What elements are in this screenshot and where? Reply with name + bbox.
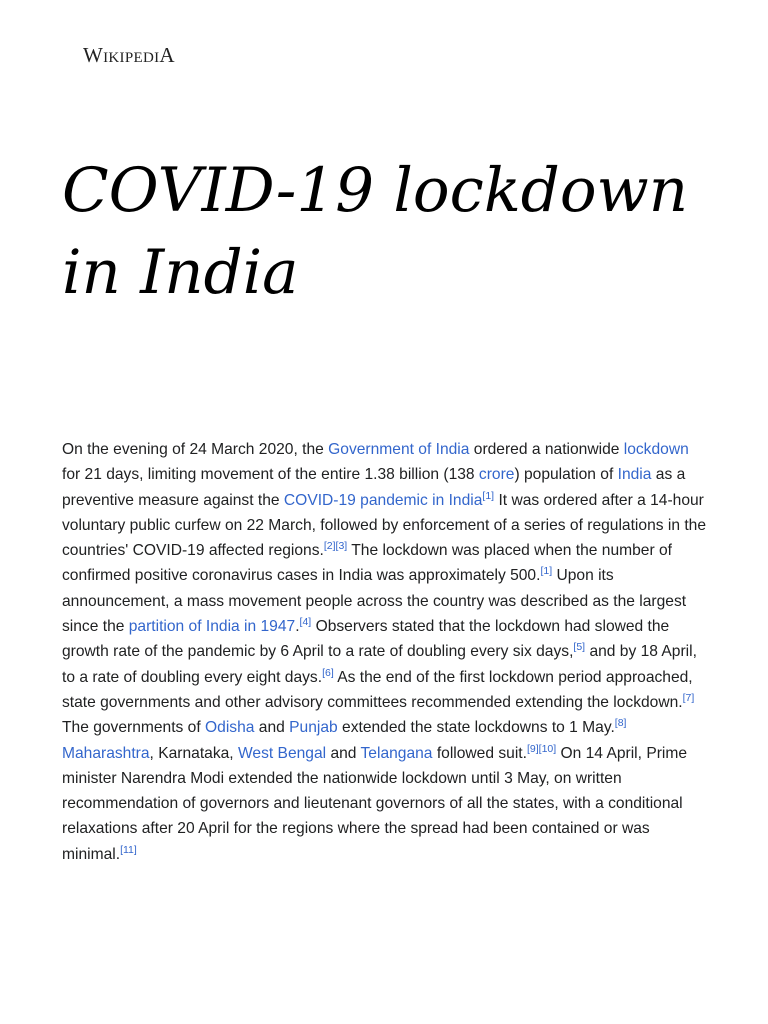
wordmark-small-caps: IKIPEDI — [103, 50, 160, 66]
citation-superscript — [324, 540, 336, 552]
citation-superscript — [573, 641, 585, 653]
link-west-bengal[interactable]: West Bengal — [237, 744, 327, 762]
paragraph-text: The lockdown was placed when the number of confirmed positive coronavirus cases in India was approximately 500. — [62, 542, 673, 585]
paragraph-text: for 21 days, limiting movement of the entire 1.38 billion (138 — [62, 466, 479, 484]
link-government-of-india[interactable]: Government of India — [328, 441, 470, 458]
link-punjab[interactable]: Punjab — [289, 719, 338, 737]
paragraph-text: . — [295, 618, 300, 636]
citation-superscript — [527, 743, 539, 755]
wordmark-final-a: A — [159, 43, 175, 67]
citation-1[interactable]: [1] — [482, 489, 495, 502]
citation-7[interactable]: [7] — [682, 691, 695, 704]
link-lockdown[interactable]: lockdown — [623, 441, 689, 458]
paragraph-text: As the end of the first lockdown period approached, state governments and other advisory committees recommended extending the lockdown. — [62, 668, 693, 711]
citation-superscript — [540, 565, 552, 577]
paragraph-text: , Karnataka, — [149, 744, 238, 762]
paragraph-text: On the evening of 24 March 2020, the — [62, 441, 329, 458]
citation-superscript — [539, 743, 557, 755]
citation-superscript — [482, 490, 494, 502]
paragraph-text: extended the state lockdowns to 1 May. — [337, 719, 615, 737]
citation-1[interactable]: [1] — [540, 565, 553, 578]
citation-11[interactable]: [11] — [120, 843, 137, 856]
article-paragraph — [62, 437, 710, 867]
paragraph-text: Observers stated that the lockdown had slowed the growth rate of the pandemic by 6 April to a rate of doubling every six days, — [62, 618, 670, 661]
citation-4[interactable]: [4] — [299, 616, 312, 629]
link-partition-of-india[interactable]: partition of India in 1947 — [128, 618, 296, 636]
citation-superscript — [300, 616, 312, 628]
paragraph-text: and by 18 April, to a rate of doubling every eight days. — [62, 643, 697, 686]
link-crore[interactable]: crore — [478, 466, 515, 484]
citation-superscript — [683, 692, 695, 704]
citation-2[interactable]: [2] — [323, 540, 336, 553]
paragraph-text: followed suit. — [432, 744, 527, 762]
link-telangana[interactable]: Telangana — [360, 744, 433, 762]
citation-8[interactable]: [8] — [614, 717, 627, 730]
citation-superscript — [120, 844, 137, 856]
paragraph-text: The governments of — [62, 719, 206, 737]
paragraph-text: and — [326, 744, 361, 762]
link-odisha[interactable]: Odisha — [205, 719, 255, 737]
citation-5[interactable]: [5] — [573, 641, 586, 654]
paragraph-text: as a preventive measure against the — [62, 466, 686, 509]
wikipedia-wordmark[interactable] — [83, 43, 175, 68]
paragraph-text: It was ordered after a 14-hour voluntary public curfew on 22 March, followed by enforcement of a series of regulations in the countries' COVID-19 affected regions. — [62, 491, 707, 560]
citation-6[interactable]: [6] — [322, 666, 334, 679]
paragraph-text: ) population of — [514, 466, 618, 484]
citation-3[interactable]: [3] — [335, 540, 348, 553]
paragraph-text: ordered a nationwide — [469, 441, 624, 458]
wordmark-initial-w: W — [83, 43, 104, 67]
link-covid-19-pandemic-in-india[interactable]: COVID-19 pandemic in India — [283, 491, 483, 509]
paragraph-text: Upon its announcement, a mass movement people across the country was described as the largest since the — [62, 567, 687, 636]
citation-superscript — [336, 540, 348, 552]
paragraph-text: and — [254, 719, 290, 737]
link-india[interactable]: India — [617, 466, 652, 484]
citation-superscript — [322, 667, 334, 679]
citation-9[interactable]: [9] — [526, 742, 539, 755]
link-maharashtra[interactable]: Maharashtra — [62, 744, 150, 762]
paragraph-text: On 14 April, Prime minister Narendra Modi extended the nationwide lockdown until 3 May, on written recommendation of governors and lieutenant governors of all the states, with a conditional relaxations after 20 April for the regions where the spread had been contained or was minimal. — [62, 744, 688, 863]
citation-10[interactable]: [10] — [538, 742, 557, 755]
page-title: COVID-19 lockdown in India — [62, 155, 689, 308]
citation-superscript — [615, 717, 627, 729]
